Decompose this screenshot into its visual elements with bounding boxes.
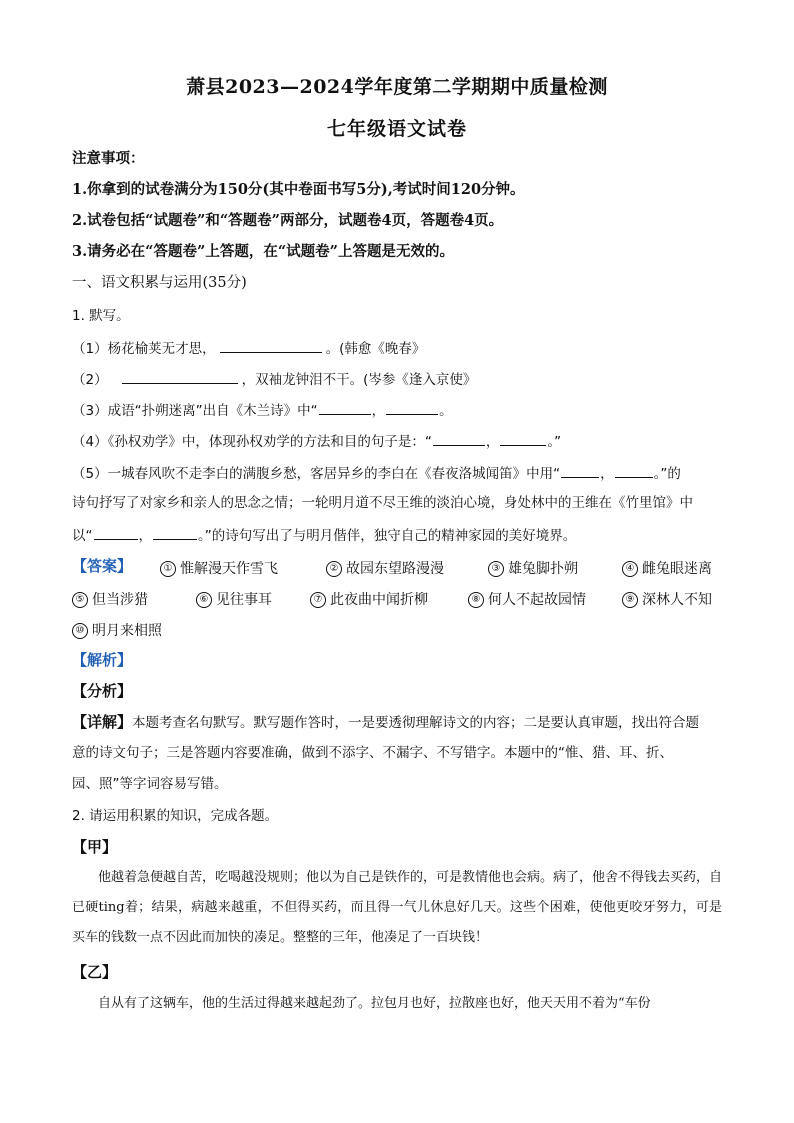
notice-heading: 注意事项： xyxy=(72,150,145,167)
detail-line-1: 【详解】本题考查名句默写。默写题作答时，一是要透彻理解诗文的内容；二是要认真审题，找出符合题 xyxy=(72,713,700,731)
answer-blank xyxy=(319,398,371,415)
answer-blank xyxy=(433,429,485,446)
detail-line-3: 园、照”等字词容易写错。 xyxy=(72,776,228,792)
answer-label: 【答案】 xyxy=(72,557,133,575)
q1-part-5-line-2: 诗句抒写了对家乡和亲人的思念之情；一轮明月道不尽王维的淡泊心境，身处林中的王维在《竹里馆》中 xyxy=(72,495,693,511)
answer-blank xyxy=(220,336,322,353)
answer-item: ① 惟解漫天作雪飞 xyxy=(160,558,278,578)
answer-item: ⑦ 此夜曲中闻折柳 xyxy=(310,589,428,609)
answer-blank xyxy=(615,461,653,478)
answer-item: ⑩ 明月来相照 xyxy=(72,620,162,640)
q1-part-3: （3）成语“扑朔迷离”出自《木兰诗》中“ ， 。 xyxy=(72,398,732,422)
answer-blank xyxy=(94,523,138,540)
notice-item-3: 3.请务必在“答题卷”上答题，在“试题卷”上答题是无效的。 xyxy=(72,243,454,260)
answer-item: ⑤ 但当涉猎 xyxy=(72,589,148,609)
fenxi-label: 【分析】 xyxy=(72,682,133,700)
q1-part-4: （4）《孙权劝学》中，体现孙权劝学的方法和目的句子是：“ ， 。” xyxy=(72,429,732,453)
answer-blank xyxy=(153,523,197,540)
answer-blank xyxy=(561,461,599,478)
detail-line-2: 意的诗文句子；三是答题内容要准确，做到不添字、不漏字、不写错字。本题中的“惟、猎、耳、折、 xyxy=(72,745,673,761)
question-2-stem: 2. 请运用积累的知识，完成各题。 xyxy=(72,808,279,824)
answer-blank xyxy=(122,367,238,384)
passage-jia: 他越着急便越自苦，吃喝越没规则；他以为自己是铁作的，可是教情他也会病。病了，他舍不得钱去买药，自已硬ting着；结果，病越来越重，不但得买药，而且得一气儿休息好几天。这些个困难，使他更咬牙努力，可是买车的钱数一点不因此而加快的凑足。整整的三年，他凑足了一百块钱！ xyxy=(72,870,722,945)
answer-item: ⑥ 见往事耳 xyxy=(196,589,272,609)
jia-label: 【甲】 xyxy=(72,838,118,856)
answer-item: ② 故园东望路漫漫 xyxy=(326,558,444,578)
q1-part-2: （2） ，双袖龙钟泪不干。(岑参《逢入京使》 xyxy=(72,367,732,391)
page-subtitle: 七年级语文试卷 xyxy=(326,118,467,140)
answer-item: ④ 雌兔眼迷离 xyxy=(622,558,712,578)
notice-item-1: 1.你拿到的试卷满分为150分(其中卷面书写5分),考试时间120分钟。 xyxy=(72,181,525,198)
page-title: 萧县2023—2024学年度第二学期期中质量检测 xyxy=(186,76,608,98)
passage-zhi: 自从有了这辆车，他的生活过得越来越起劲了。拉包月也好，拉散座也好，他天天用不着为“车份 xyxy=(98,996,651,1011)
section-heading: 一、语文积累与运用(35分) xyxy=(72,275,247,291)
notice-item-2: 2.试卷包括“试题卷”和“答题卷”两部分，试题卷4页，答题卷4页。 xyxy=(72,212,504,229)
analysis-label: 【解析】 xyxy=(72,651,133,669)
q1-part-1: （1）杨花榆荚无才思， 。(韩愈《晚春》 xyxy=(72,336,732,360)
q1-part-5-line-1: （5）一城春风吹不走李白的满腹乡愁，客居异乡的李白在《春夜洛城闻笛》中用“ ， 。”的 xyxy=(72,461,732,485)
q1-part-5-line-3: 以“ ， 。”的诗句写出了与明月偕伴，独守自己的精神家园的美好境界。 xyxy=(72,523,732,547)
answer-item: ⑨ 深林人不知 xyxy=(622,589,712,609)
answer-item: ⑧ 何人不起故园情 xyxy=(468,589,586,609)
answer-item: ③ 雄兔脚扑朔 xyxy=(488,558,578,578)
answer-blank xyxy=(500,429,546,446)
zhi-label: 【乙】 xyxy=(72,963,118,981)
answer-blank xyxy=(386,398,438,415)
question-1-stem: 1. 默写。 xyxy=(72,308,130,324)
